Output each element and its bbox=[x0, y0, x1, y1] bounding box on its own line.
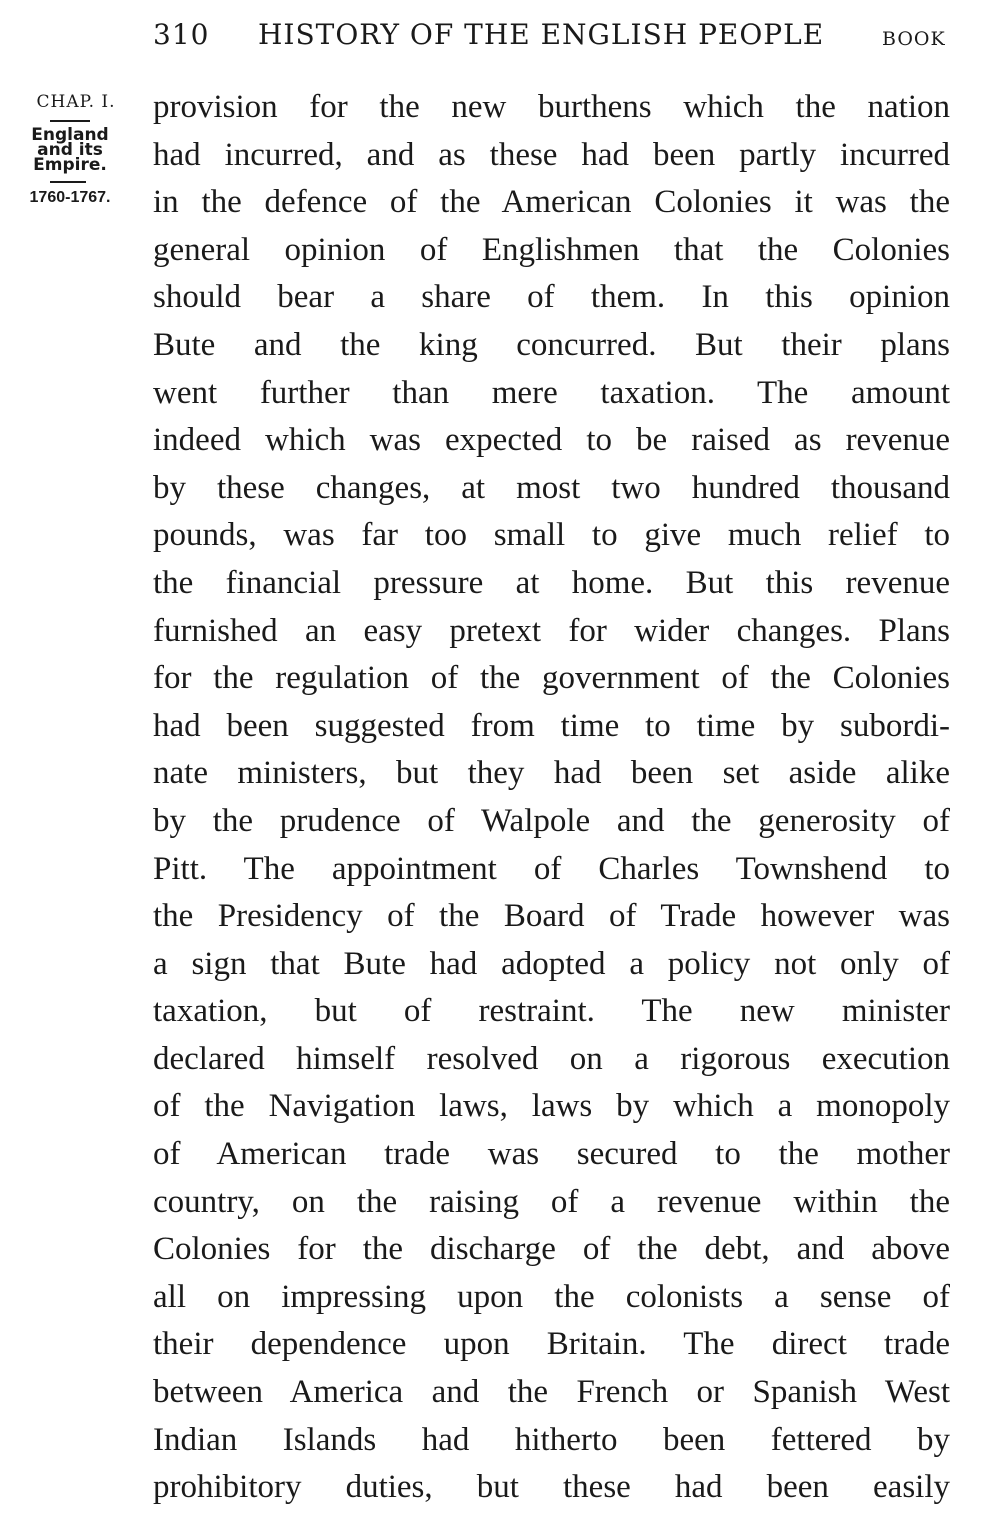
text-line: declared himself resolved on a rigorous execution bbox=[153, 1040, 950, 1077]
section-title bbox=[0, 125, 140, 175]
text-line: went further than mere taxation. The amount bbox=[153, 374, 950, 411]
book-label: BOOK bbox=[882, 28, 946, 50]
text-line: taxation, but of restraint. The new minister bbox=[153, 993, 950, 1030]
text-line: had been suggested from time to time by subordi- bbox=[153, 707, 950, 744]
page-number: 310 bbox=[153, 18, 210, 51]
text-line: pounds, was far too small to give much relief to bbox=[153, 517, 950, 554]
text-line: for the regulation of the government of the Colonies bbox=[153, 660, 950, 697]
text-line: their dependence upon Britain. The direct trade bbox=[153, 1326, 950, 1363]
text-line: provision for the new burthens which the nation bbox=[153, 89, 950, 125]
margin-notes bbox=[0, 92, 140, 207]
text-line: by the prudence of Walpole and the generosity of bbox=[153, 802, 950, 839]
text-line: Indian Islands had hitherto been fettered by bbox=[153, 1421, 950, 1458]
margin-rule-top bbox=[50, 120, 90, 122]
text-line: in the defence of the American Colonies it was the bbox=[153, 184, 950, 221]
section-title-line-3: Empire. bbox=[33, 155, 107, 175]
text-line: between America and the French or Spanish West bbox=[153, 1374, 950, 1411]
text-line: country, on the raising of a revenue within the bbox=[153, 1183, 950, 1220]
section-title-line-1: England bbox=[31, 125, 109, 145]
text-line: of American trade was secured to the mother bbox=[153, 1136, 950, 1173]
text-line: Bute and the king concurred. But their plans bbox=[153, 326, 950, 363]
text-line: the Presidency of the Board of Trade however was bbox=[153, 898, 950, 935]
text-line: a sign that Bute had adopted a policy not only of bbox=[153, 945, 950, 982]
page-header bbox=[0, 14, 1000, 54]
text-line: by these changes, at most two hundred thousand bbox=[153, 469, 950, 506]
running-title: HISTORY OF THE ENGLISH PEOPLE bbox=[258, 18, 825, 51]
text-line: had incurred, and as these had been partly incurred bbox=[153, 136, 950, 173]
text-line: Colonies for the discharge of the debt, and above bbox=[153, 1231, 950, 1268]
text-line: the financial pressure at home. But this revenue bbox=[153, 564, 950, 601]
text-line: furnished an easy pretext for wider changes. Plans bbox=[153, 612, 950, 649]
year-range: 1760-1767. bbox=[29, 189, 111, 206]
text-line: all on impressing upon the colonists a sense of bbox=[153, 1278, 950, 1315]
text-line: should bear a share of them. In this opinion bbox=[153, 279, 950, 316]
text-line: prohibitory duties, but these had been easily bbox=[153, 1469, 950, 1506]
section-title-line-2: and its bbox=[37, 140, 103, 160]
text-line: Pitt. The appointment of Charles Townshend to bbox=[153, 850, 950, 887]
chapter-label: CHAP. I. bbox=[36, 92, 116, 112]
body-text bbox=[153, 84, 950, 1512]
text-line: general opinion of Englishmen that the Colonies bbox=[153, 231, 950, 268]
text-line: of the Navigation laws, laws by which a monopoly bbox=[153, 1088, 950, 1125]
text-line: nate ministers, but they had been set aside alike bbox=[153, 755, 950, 792]
margin-rule-bottom bbox=[50, 181, 86, 183]
text-line: indeed which was expected to be raised as revenue bbox=[153, 422, 950, 459]
